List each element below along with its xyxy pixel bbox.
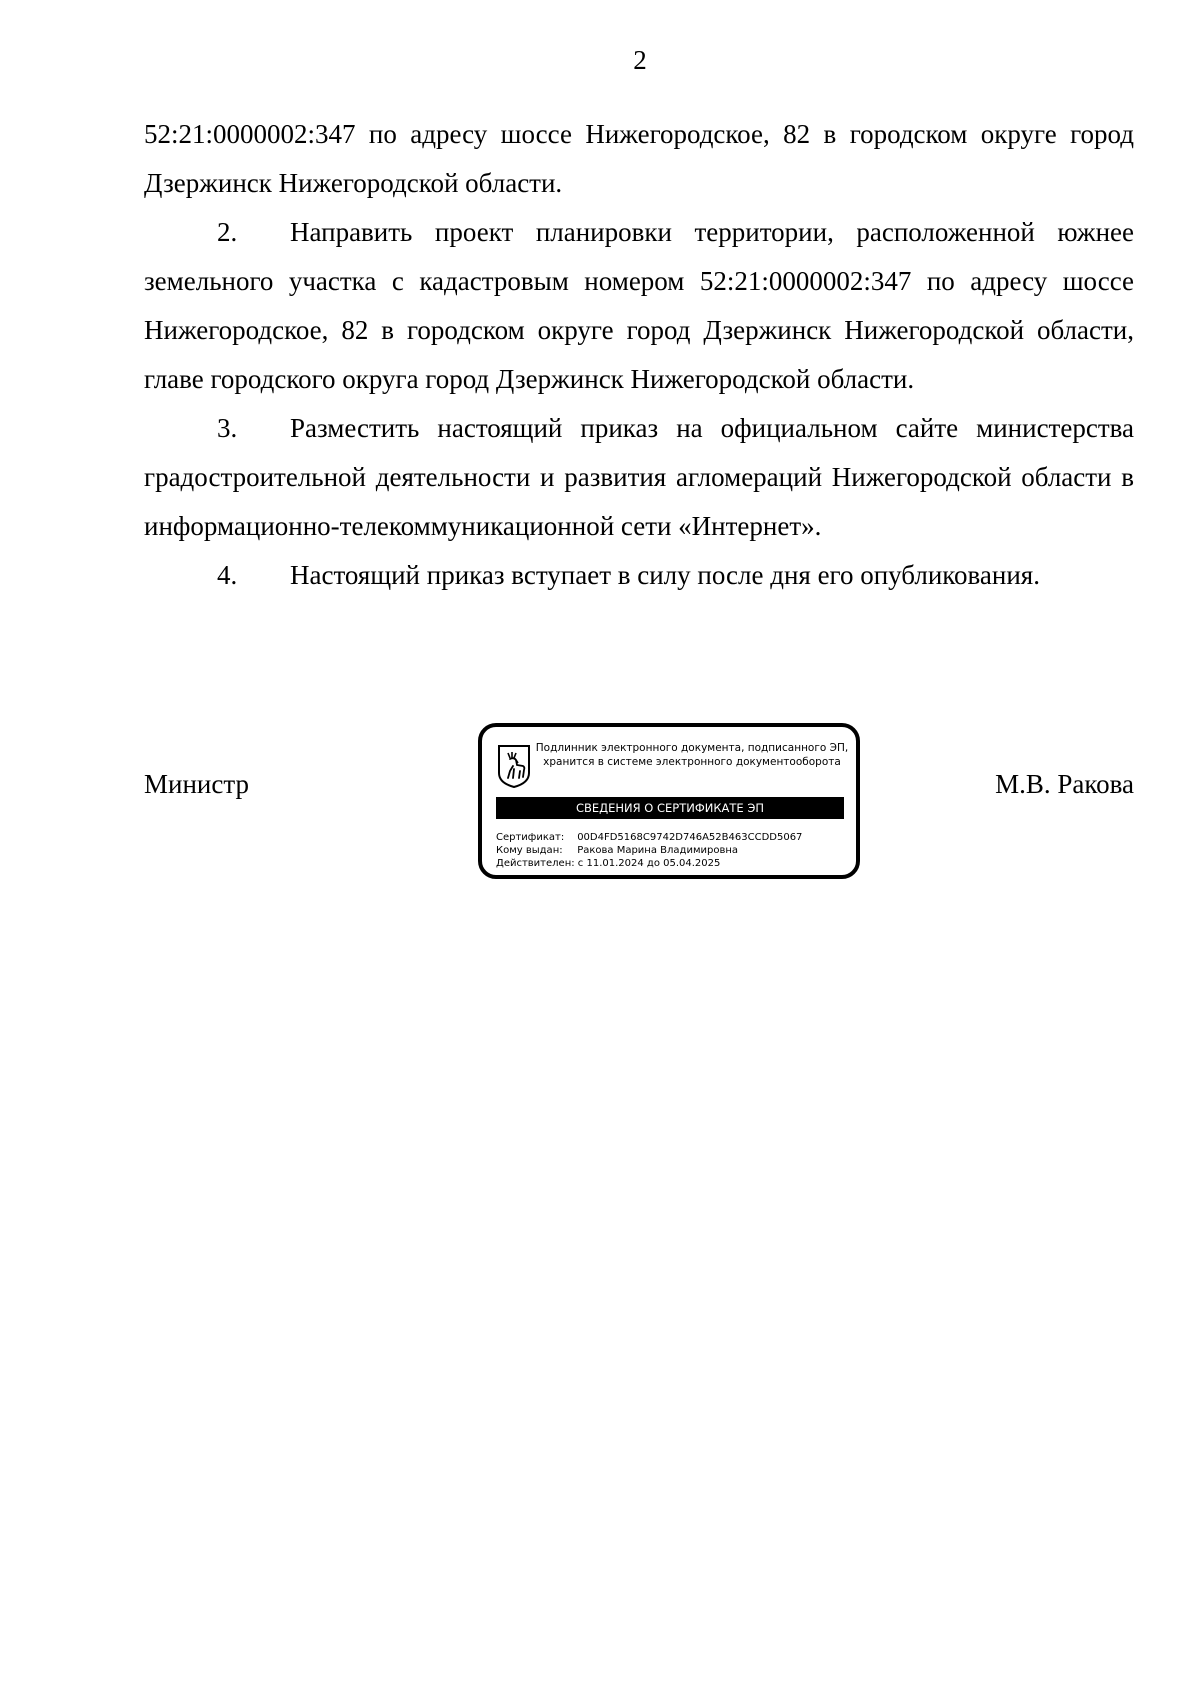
stamp-details <box>496 831 846 870</box>
stamp-header-line: хранится в системе электронного документооборота <box>543 756 841 768</box>
issued-to-label: Кому выдан: <box>496 845 563 856</box>
issued-to-row <box>496 844 846 857</box>
signer-name: М.В. Ракова <box>995 769 1134 799</box>
stamp-header <box>534 741 850 769</box>
electronic-signature-stamp <box>478 723 860 879</box>
stamp-title-bar: СВЕДЕНИЯ О СЕРТИФИКАТЕ ЭП <box>496 797 844 819</box>
valid-value: с 11.01.2024 до 05.04.2025 <box>577 858 721 869</box>
item-text: Направить проект планировки территории, расположенной южнее земельного участка с кадастровым номером 52:21:0000002:347 по адресу шоссе Нижегородское, 82 в городском округе город Дзержинск Нижегородской области, главе городского округа город Дзержинск Нижегородской области. <box>144 217 1134 394</box>
list-item-2 <box>144 208 1134 404</box>
issued-to-value: Ракова Марина Владимировна <box>577 845 739 856</box>
document-body <box>144 110 1134 600</box>
list-item-3 <box>144 404 1134 551</box>
item-text: Разместить настоящий приказ на официальном сайте министерства градостроительной деятельности и развития агломераций Нижегородской области в информационно-телекоммуникационной сети «Интернет». <box>144 413 1134 541</box>
coat-of-arms-deer-icon <box>496 743 532 789</box>
page-number: 2 <box>633 45 647 75</box>
certificate-label: Сертификат: <box>496 832 565 843</box>
item-number: 4. <box>217 560 238 590</box>
list-item-4 <box>144 551 1134 600</box>
certificate-value: 00D4FD5168C9742D746A52B463CCDD5067 <box>577 832 803 843</box>
certificate-row <box>496 831 846 844</box>
valid-label: Действителен: <box>496 858 575 869</box>
signer-position: Министр <box>144 769 249 799</box>
item-number: 2. <box>217 217 238 247</box>
intro-paragraph: 52:21:0000002:347 по адресу шоссе Нижегородское, 82 в городском округе город Дзержинск Нижегородской области. <box>144 119 1134 198</box>
item-number: 3. <box>217 413 238 443</box>
valid-row <box>496 857 846 870</box>
item-text: Настоящий приказ вступает в силу после дня его опубликования. <box>290 560 1040 590</box>
stamp-header-line: Подлинник электронного документа, подписанного ЭП, <box>535 742 849 754</box>
